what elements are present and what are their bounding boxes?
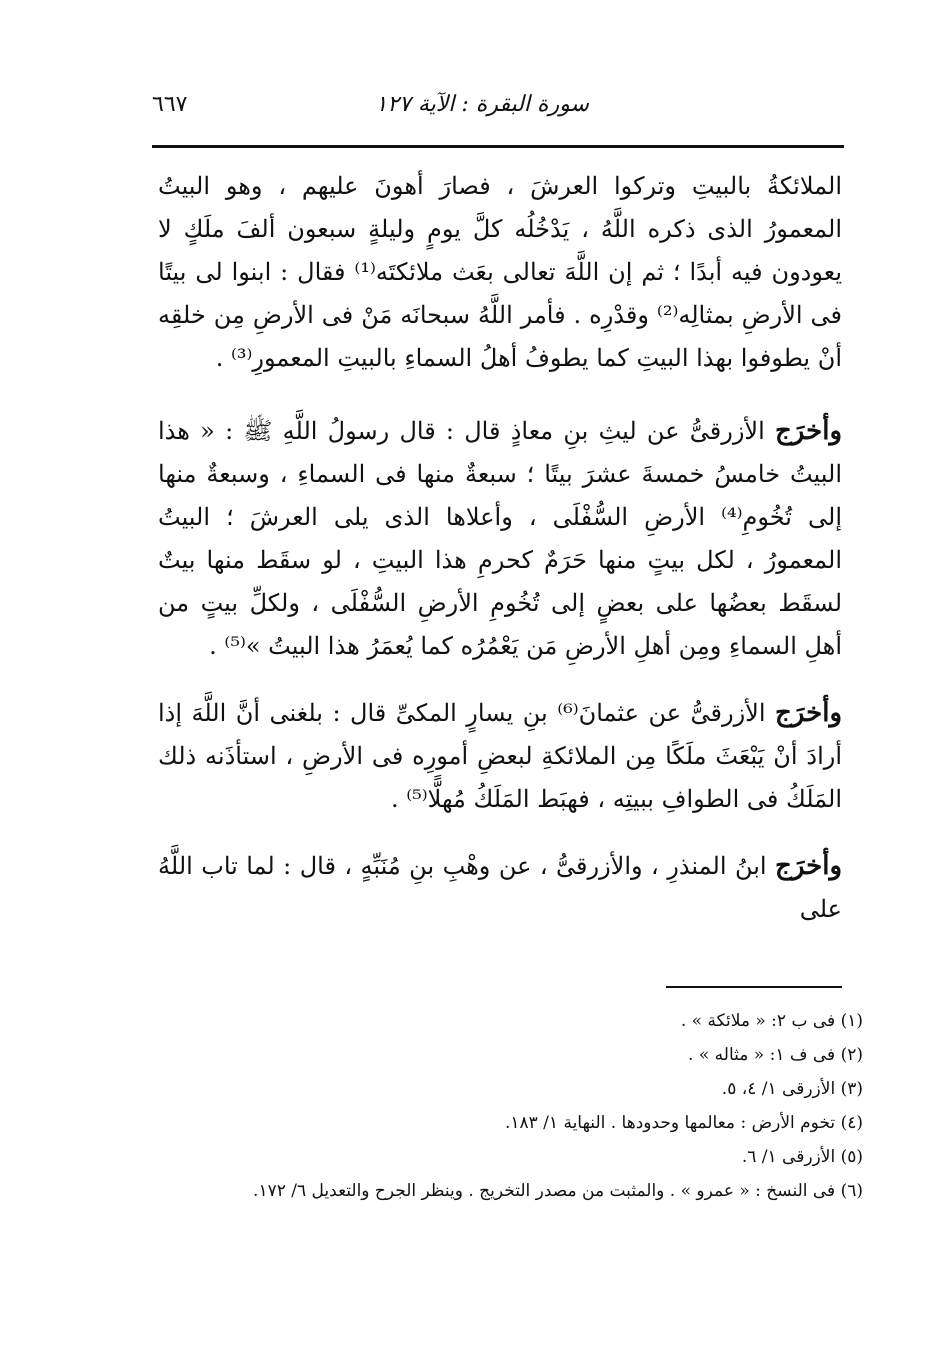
footnotes [200, 1004, 863, 1208]
paragraph-text: الملائكةُ بالبيتِ وتركوا العرشَ ، فصارَ أهونَ عليهم ، وهو البيتُ المعمورُ الذى ذكره اللَّهُ ، يَدْخُلُه كلَّ يومٍ وليلةٍ سبعون ألفَ ملَكٍ لا يعودون فيه أبدًا ؛ ثم إن اللَّهَ تعالى بعَث ملائكتَه⁽¹⁾ فقال : ابنوا لى بيتًا فى الأرضِ بمثالِه⁽²⁾ وقدْرِه . فأمر اللَّهُ سبحانَه مَنْ فى الأرضِ مِن خلقِه أنْ يطوفوا بهذا البيتِ كما يطوفُ أهلُ السماءِ بالبيتِ المعمورِ⁽³⁾ . [158, 172, 843, 372]
footnote: (٦) فى النسخ : « عمرو » . والمثبت من مصدر التخريج . وينظر الجرح والتعديل ٦/ ١٧٢. [253, 1181, 863, 1201]
header-rule [152, 145, 844, 148]
paragraph [158, 692, 842, 821]
paragraph [158, 410, 842, 668]
page-number: ٦٦٧ [152, 92, 188, 117]
paragraph-lead-word: وأخرَج [775, 698, 842, 728]
paragraph-lead-word: وأخرَج [775, 851, 843, 881]
footnote: (٣) الأزرقى ١/ ٤، ٥. [721, 1079, 863, 1099]
paragraph-text: الأزرقىُّ عن عثمانَ⁽⁶⁾ بنِ يسارٍ المكىِّ قال : بلغنى أنَّ اللَّهَ إذا أرادَ أنْ يَبْعَثَ ملَكًا مِن الملائكةِ لبعضِ أمورِه فى الأرضِ ، استأذَنه ذلك المَلَكُ فى الطوافِ ببيتِه ، فهبَط المَلَكُ مُهلًّا⁽⁵⁾ . [158, 699, 842, 813]
running-title: سورة البقرة : الآية ١٢٧ [375, 92, 589, 117]
footnote: (٥) الأزرقى ١/ ٦. [741, 1147, 863, 1167]
footnote: (١) فى ب ٢: « ملائكة » . [680, 1011, 863, 1031]
page-header [152, 92, 844, 132]
paragraph-lead-word: وأخرَج [775, 416, 842, 446]
footnote: (٤) تخوم الأرض : معالمها وحدودها . النهاية ١/ ١٨٣. [504, 1113, 863, 1133]
main-text [158, 165, 842, 955]
paragraph [158, 165, 842, 380]
paragraph [158, 845, 842, 931]
footnote-separator [666, 986, 842, 988]
paragraph-text: ابنُ المنذرِ ، والأزرقىُّ ، عن وهْبِ بنِ مُنَبِّهٍ ، قال : لما تاب اللَّهُ على [158, 852, 842, 923]
paragraph-text: الأزرقىُّ عن ليثِ بنِ معاذٍ قال : قال رسولُ اللَّهِ ﷺ : « هذا البيتُ خامسُ خمسةَ عشرَ بيتًا ؛ سبعةٌ منها فى السماءِ ، وسبعةٌ منها إلى تُخُومِ⁽⁴⁾ الأرضِ السُّفْلَى ، وأعلاها الذى يلى العرشَ ؛ البيتُ المعمورُ ، لكل بيتٍ منها حَرَمٌ كحرمِ هذا البيتِ ، لو سقَط منها بيتٌ لسقَط بعضُها على بعضٍ إلى تُخُومِ الأرضِ السُّفْلَى ، ولكلِّ بيتٍ من أهلِ السماءِ ومِن أهلِ الأرضِ مَن يَعْمُرُه كما يُعمَرُ هذا البيتُ »⁽⁵⁾ . [158, 417, 843, 660]
footnote: (٢) فى ف ١: « مثاله » . [688, 1045, 863, 1065]
